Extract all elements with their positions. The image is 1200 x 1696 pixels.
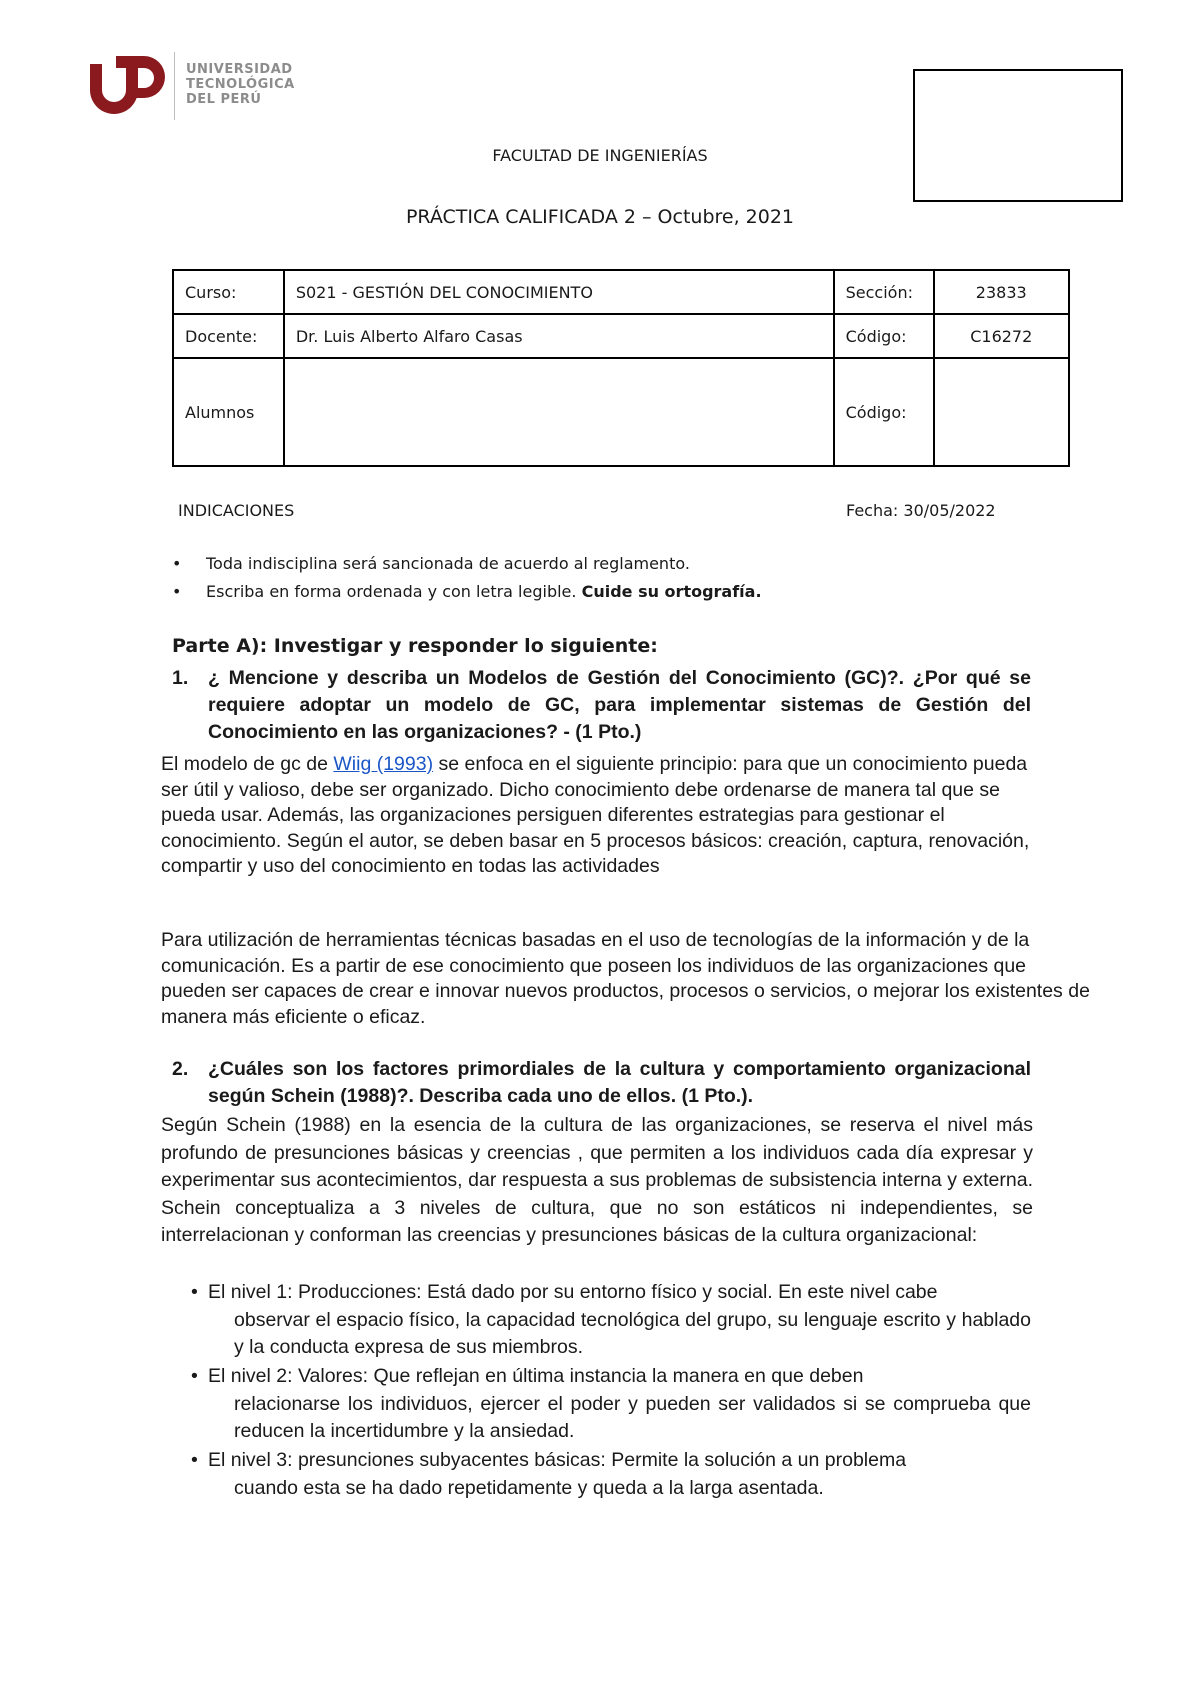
list-item	[172, 578, 762, 606]
faculty-title: FACULTAD DE INGENIERÍAS	[492, 146, 708, 165]
level-3-first-line: El nivel 3: presunciones subyacentes básicas: Permite la solución a un problema	[208, 1449, 907, 1471]
course-info-table	[172, 269, 1070, 467]
docente-label: Docente:	[173, 314, 284, 358]
university-line-2: TECNOLÓGICA	[186, 77, 295, 92]
seccion-label: Sección:	[834, 270, 934, 314]
curso-label: Curso:	[173, 270, 284, 314]
codigo-value: C16272	[934, 314, 1069, 358]
table-row	[173, 314, 1069, 358]
codigo2-value[interactable]	[934, 358, 1069, 466]
grade-box	[913, 69, 1123, 202]
codigo2-label: Código:	[834, 358, 934, 466]
university-line-3: DEL PERÚ	[186, 92, 262, 107]
bullet-icon: •	[191, 1281, 198, 1303]
list-item	[191, 1447, 1031, 1502]
level-2-rest: relacionarse los individuos, ejercer el poder y pueden ser validados si se comprueba que reducen la incertidumbre y la ansiedad.	[234, 1392, 1031, 1442]
rule-text: Toda indisciplina será sancionada de acuerdo al reglamento.	[206, 554, 690, 573]
list-item	[191, 1363, 1031, 1446]
wiig-link[interactable]: Wiig (1993)	[333, 753, 434, 775]
list-item	[172, 550, 762, 578]
answer-1-paragraph-1	[161, 752, 1041, 880]
logo-divider	[174, 52, 175, 120]
answer-1-paragraph-2: Para utilización de herramientas técnicas basadas en el uso de tecnologías de la información y de la comunicación. Es a partir de ese conocimiento que poseen los individuos de las organizaciones que pueden ser capaces de crear e innovar nuevos productos, procesos o servicios, o mejorar los existentes de manera más eficiente o eficaz.	[161, 929, 1090, 1028]
alumnos-label: Alumnos	[173, 358, 284, 466]
question-1-text: ¿ Mencione y describa un Modelos de Gestión del Conocimiento (GC)?. ¿Por qué se requiere adoptar un modelo de GC, para implementar sistemas de Gestión del Conocimiento en las organizaciones? - (1 Pto.)	[208, 667, 1031, 743]
question-2-text: ¿Cuáles son los factores primordiales de la cultura y comportamiento organizacional según Schein (1988)?. Describa cada uno de ellos. (1 Pto.).	[208, 1058, 1031, 1107]
level-1-first-line: El nivel 1: Producciones: Está dado por su entorno físico y social. En este nivel cabe	[208, 1281, 938, 1303]
university-line-1: UNIVERSIDAD	[186, 62, 293, 77]
bullet-icon: •	[172, 554, 182, 573]
level-1-rest: observar el espacio físico, la capacidad tecnológica del grupo, su lenguaje escrito y hablado y la conducta expresa de sus miembros.	[234, 1308, 1031, 1358]
list-item	[191, 1279, 1031, 1362]
exam-date: Fecha: 30/05/2022	[846, 501, 996, 520]
parte-a-title: Parte A): Investigar y responder lo siguiente:	[172, 635, 658, 657]
level-3-rest: cuando esta se ha dado repetidamente y queda a la larga asentada.	[234, 1476, 824, 1499]
bullet-icon: •	[191, 1365, 198, 1387]
bullet-icon: •	[191, 1449, 198, 1471]
table-row	[173, 270, 1069, 314]
answer-1-text-end: se enfoca en el siguiente principio: para que un conocimiento pueda ser útil y valioso, debe ser organizado. Dicho conocimiento debe ordenarse de manera tal que se pueda usar. Además, las organizaciones persiguen diferentes estrategias para gestionar el conocimiento. Según el autor, se deben basar en 5 procesos básicos: creación, captura, renovación, compartir y uso del conocimiento en todas las actividades	[161, 753, 1030, 877]
exam-title: PRÁCTICA CALIFICADA 2 – Octubre, 2021	[405, 206, 795, 228]
rule-text-bold: Cuide su ortografía.	[581, 582, 762, 601]
table-row	[173, 358, 1069, 466]
question-1-number: 1.	[172, 667, 189, 689]
university-logo	[86, 50, 306, 122]
indicaciones-title: INDICACIONES	[178, 501, 295, 520]
bullet-icon: •	[172, 582, 182, 601]
seccion-value: 23833	[934, 270, 1069, 314]
level-2-first-line: El nivel 2: Valores: Que reflejan en última instancia la manera en que deben	[208, 1365, 864, 1387]
utp-logo-mark-icon	[86, 50, 170, 122]
rule-text: Escriba en forma ordenada y con letra legible.	[206, 582, 577, 601]
answer-1-text-start: El modelo de gc de	[161, 753, 328, 775]
codigo-label: Código:	[834, 314, 934, 358]
docente-value: Dr. Luis Alberto Alfaro Casas	[284, 314, 834, 358]
answer-2-intro: Según Schein (1988) en la esencia de la cultura de las organizaciones, se reserva el nivel más profundo de presunciones básicas y creencias , que permiten a los individuos cada día expresar y experimentar sus acontecimientos, dar respuesta a sus problemas de subsistencia interna y externa. Schein conceptualiza a 3 niveles de cultura, que no son estáticos ni independientes, se interrelacionan y conforman las creencias y presunciones básicas de la cultura organizacional:	[161, 1114, 1033, 1246]
curso-value: S021 - GESTIÓN DEL CONOCIMIENTO	[284, 270, 834, 314]
university-name	[186, 62, 295, 107]
question-2-number: 2.	[172, 1058, 189, 1080]
alumnos-value[interactable]	[284, 358, 834, 466]
rules-list	[172, 550, 762, 606]
